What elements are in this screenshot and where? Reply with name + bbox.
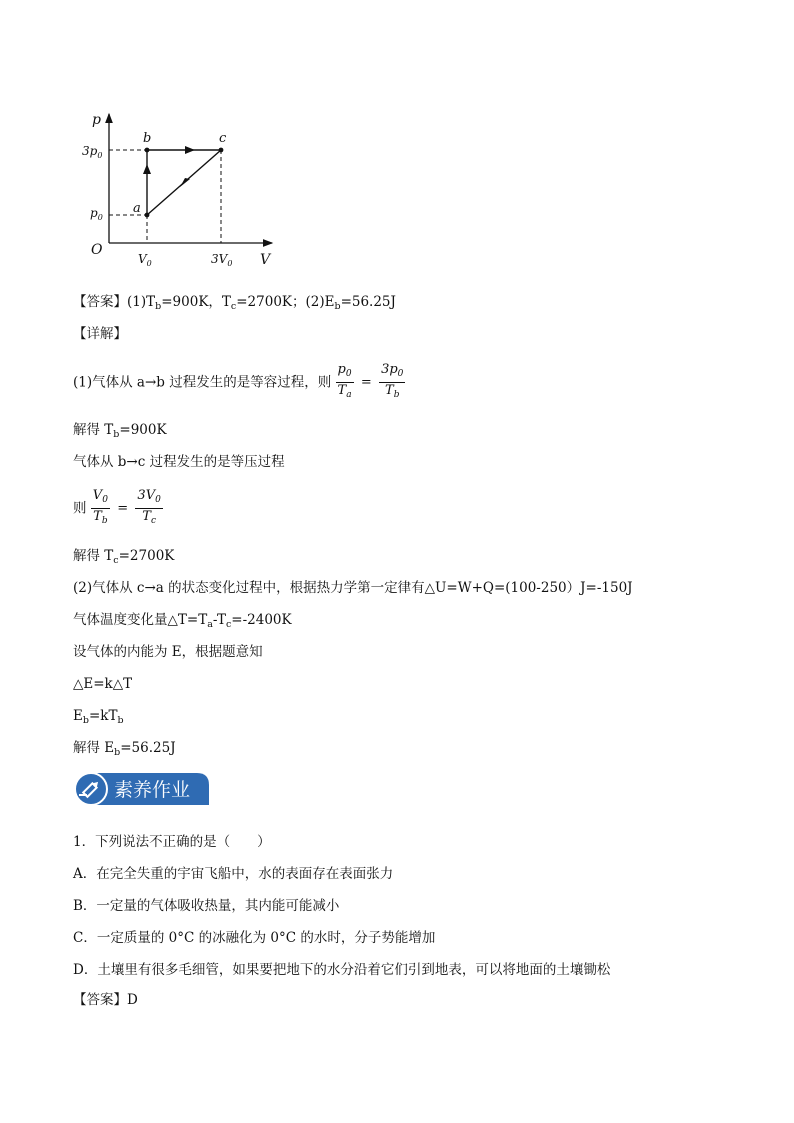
fraction-3v0-tc: $\frac{3V_0}{T_c}$ bbox=[137, 488, 161, 526]
arrow-ca bbox=[180, 178, 190, 187]
section-badge bbox=[73, 771, 211, 807]
question-answer: 【答案】D bbox=[73, 992, 138, 1008]
axis-y-label: p bbox=[92, 112, 101, 128]
arrow-bc bbox=[185, 146, 195, 154]
option-a: A．在完全失重的宇宙飞船中，水的表面存在表面张力 bbox=[73, 866, 394, 882]
point-b-label: b bbox=[143, 131, 152, 146]
point-b-dot bbox=[145, 148, 150, 153]
solve-3: 解得 $E_b=56.25J$ bbox=[73, 740, 176, 758]
tick-x-high: $3V_0$ bbox=[211, 252, 233, 268]
point-c-label: c bbox=[219, 131, 227, 146]
tick-x-low: $V_0$ bbox=[138, 252, 152, 268]
step-7: △E=k△T bbox=[73, 676, 133, 692]
option-c: C．一定质量的 0°C 的冰融化为 0°C 的水时，分子势能增加 bbox=[73, 930, 436, 946]
solve-1: 解得 $T_b=900K$ bbox=[73, 422, 167, 440]
question-stem: 1．下列说法不正确的是（ ） bbox=[73, 834, 271, 850]
point-a-dot bbox=[145, 213, 150, 218]
solve-2: 解得 $T_c=2700K$ bbox=[73, 548, 175, 566]
axis-x-label: V bbox=[260, 252, 271, 268]
section-title: 素养作业 bbox=[114, 779, 191, 801]
step-3: 则 $\frac{V_0}{T_b}$ = $\frac{3V_0}{T_c}$ bbox=[73, 488, 163, 529]
option-d: D．土壤里有很多毛细管，如果要把地下的水分沿着它们引到地表，可以将地面的土壤锄松 bbox=[73, 962, 611, 978]
answer-summary: 【答案】$(1)T_b=900K$，$T_c=2700K$；$(2)E_b=56.25J$ bbox=[73, 294, 396, 312]
origin-label: O bbox=[91, 242, 103, 258]
step-8: $E_b=kT_b$ bbox=[73, 708, 124, 726]
point-c-dot bbox=[219, 148, 224, 153]
fraction-v0-tb: $\frac{V_0}{T_b}$ bbox=[92, 488, 108, 526]
tick-y-low: $p_0$ bbox=[90, 206, 103, 222]
tick-y-high: $3p_0$ bbox=[82, 144, 103, 160]
fraction-3p0-tb: $\frac{3p_0}{T_b}$ bbox=[381, 362, 404, 400]
step-5: 气体温度变化量$\triangle T=T_a-T_c=-2400K$ bbox=[73, 612, 292, 630]
step-6: 设气体的内能为 E，根据题意知 bbox=[73, 644, 263, 660]
step-4: (2)气体从 c→a 的状态变化过程中，根据热力学第一定律有△U=W+Q=(100-250）J=-150J bbox=[73, 580, 633, 596]
fraction-p0-ta: $\frac{p_0}{T_a}$ bbox=[337, 362, 352, 400]
step-2: 气体从 b→c 过程发生的是等压过程 bbox=[73, 454, 285, 470]
detail-heading: 【详解】 bbox=[73, 326, 127, 342]
option-b: B．一定量的气体吸收热量，其内能可能减小 bbox=[73, 898, 340, 914]
pv-diagram bbox=[80, 108, 280, 274]
arrow-ab bbox=[143, 164, 151, 174]
step-1: (1)气体从 a→b 过程发生的是等容过程，则 $\frac{p_0}{T_a}$ = $\frac{3p_0}{T_b}$ bbox=[73, 362, 405, 403]
point-a-label: a bbox=[133, 201, 141, 216]
